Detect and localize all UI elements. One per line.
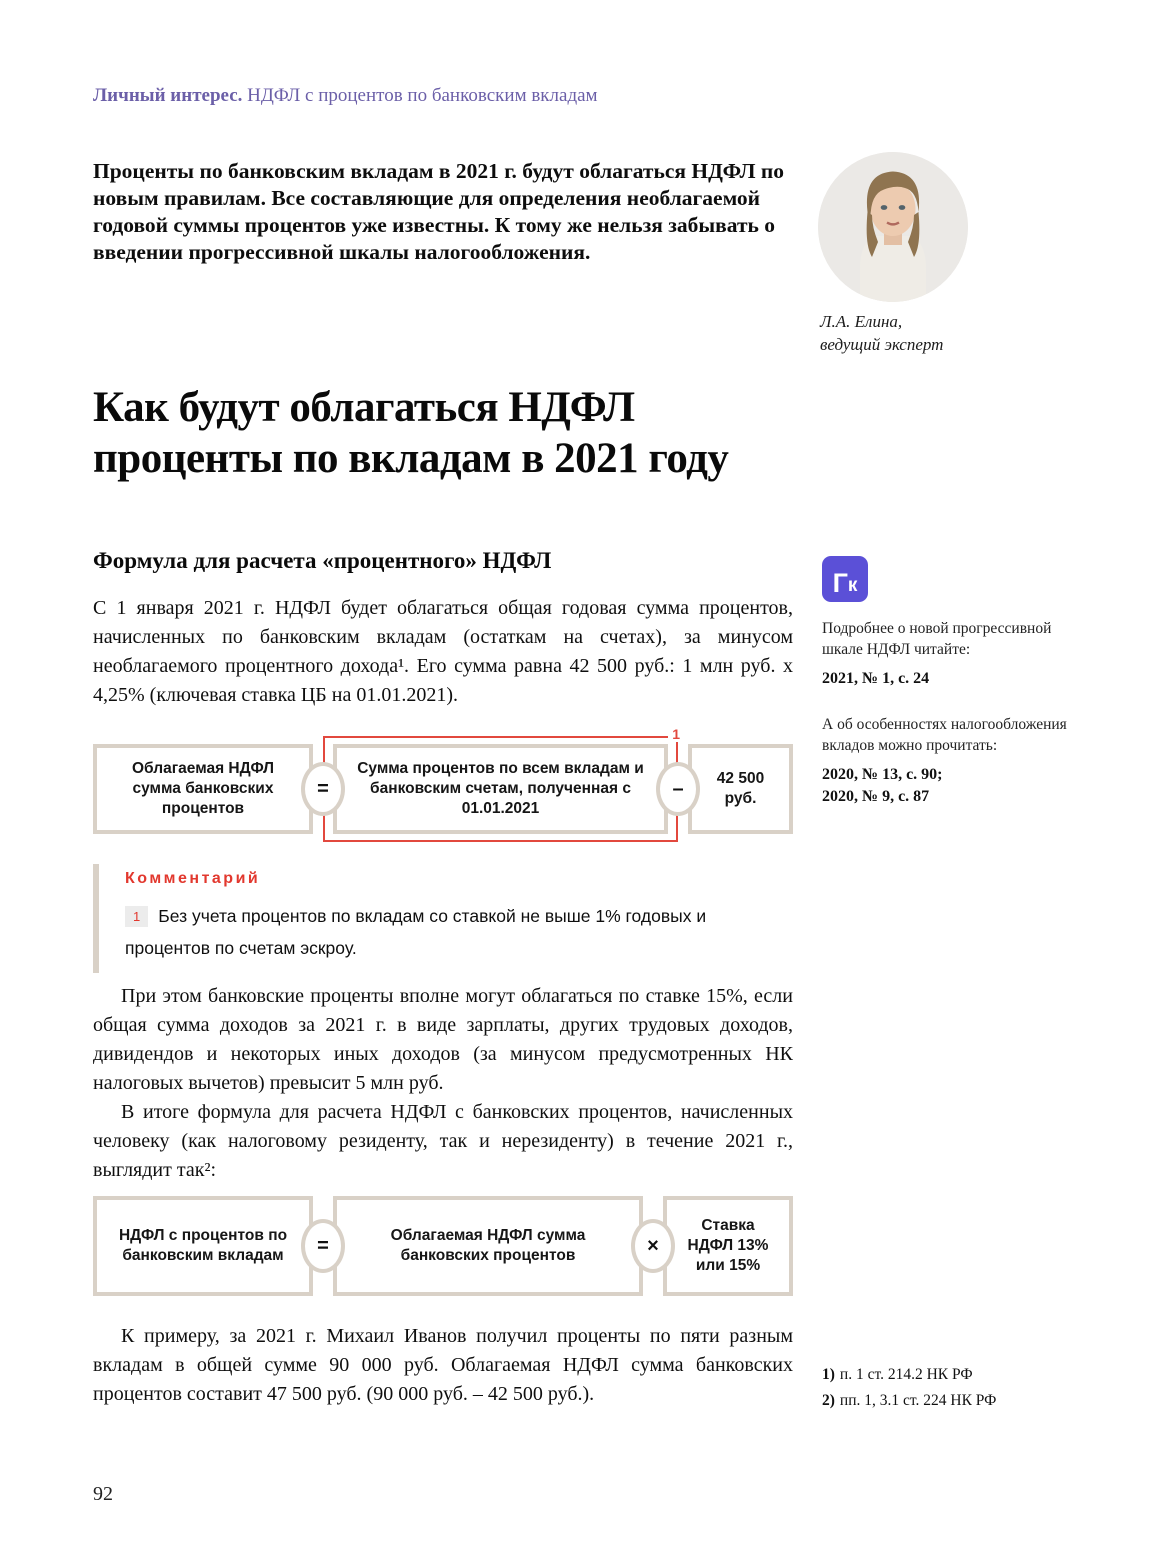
formula2-base-box: Облагаемая НДФЛ сумма банковских процентов [333, 1196, 643, 1296]
logo-letter-big: Г [832, 567, 848, 598]
rubric-topic: НДФЛ с процентов по банковским вкладам [242, 85, 598, 106]
author-role: ведущий эксперт [820, 335, 944, 354]
formula1-sum-box: Сумма процентов по всем вкладам и банковским счетам, полученная с 01.01.2021 [333, 744, 668, 834]
formula-row-1 [93, 726, 793, 834]
page-number: 92 [93, 1483, 113, 1505]
minus-operator-icon: – [656, 762, 700, 816]
footnote-1 [822, 1362, 1112, 1388]
sidebar-note [822, 556, 1094, 808]
footnote-2-text: пп. 1, 3.1 ст. 224 НК РФ [839, 1392, 997, 1409]
portrait-image [818, 152, 968, 302]
sidebar-note-ref-2 [822, 764, 1094, 808]
comment-block [93, 864, 793, 973]
equals-operator-icon: = [301, 1219, 345, 1273]
formula1-deduction-box: 42 500 руб. [688, 744, 793, 834]
author-caption [820, 310, 943, 356]
formula-row-2 [93, 1196, 793, 1296]
footnote-1-number: 1) [822, 1366, 835, 1383]
article-title-line1: Как будут облагаться НДФЛ [93, 384, 635, 431]
comment-text [125, 900, 793, 965]
lead-paragraph: Проценты по банковским вкладам в 2021 г. будут облагаться НДФЛ по новым правилам. Все составляющие для определения необлагаемой годовой суммы процентов уже известны. К тому же нельзя забывать о введении прогрессивной шкалы налогообложения. [93, 159, 785, 264]
sidebar-note-text-1: Подробнее о новой прогрессивной шкале НДФЛ читайте: [822, 620, 1052, 658]
author-name: Л.А. Елина, [820, 312, 903, 331]
footnote-references [822, 1362, 1112, 1414]
formula2-result-box: НДФЛ с процентов по банковским вкладам [93, 1196, 313, 1296]
logo-letter-small: к [847, 575, 858, 596]
sidebar-ref-line2: 2020, № 9, с. 87 [822, 788, 930, 805]
footnote-callout-number: 1 [668, 726, 684, 742]
comment-body: Без учета процентов по вкладам со ставкой не выше 1% годовых и процентов по счетам эскроу. [125, 906, 707, 959]
formula1-result-box: Облагаемая НДФЛ сумма банковских процентов [93, 744, 313, 834]
body-paragraph-4: К примеру, за 2021 г. Михаил Иванов получил проценты по пяти разным вкладам в общей сумме 90 000 руб. Облагаемая НДФЛ сумма банковских процентов составит 47 500 руб. (90 000 руб. – 42 500 руб.). [93, 1325, 793, 1405]
article-title [93, 382, 833, 484]
sidebar-note-text-2: А об особенностях налогообложения вкладов можно прочитать: [822, 716, 1067, 754]
glavkniga-logo-icon [822, 556, 868, 602]
footnote-1-text: п. 1 ст. 214.2 НК РФ [839, 1366, 973, 1383]
body-paragraph-group [93, 982, 793, 1185]
equals-operator-icon: = [301, 762, 345, 816]
section-heading: Формула для расчета «процентного» НДФЛ [93, 548, 552, 573]
body-paragraph-3: В итоге формула для расчета НДФЛ с банковских процентов, начисленных человеку (как налоговому резиденту, так и нерезиденту) в течение 2021 г., выглядит так²: [93, 1101, 793, 1181]
author-photo [818, 152, 968, 302]
footnote-2-number: 2) [822, 1392, 835, 1409]
sidebar-ref-line1: 2020, № 13, с. 90; [822, 766, 943, 783]
footnote-2 [822, 1388, 1112, 1414]
body-paragraph-2: При этом банковские проценты вполне могут облагаться по ставке 15%, если общая сумма доходов за 2021 г. в виде зарплаты, других трудовых доходов, дивидендов и некоторых иных доходов (за минусом предусмотренных НК налоговых вычетов) превысит 5 млн руб. [93, 985, 793, 1094]
article-title-line2: проценты по вкладам в 2021 году [93, 435, 729, 482]
comment-heading: Комментарий [125, 870, 261, 887]
sidebar-note-ref-1: 2021, № 1, с. 24 [822, 670, 930, 687]
comment-number-badge: 1 [125, 906, 148, 927]
body-paragraph-1: С 1 января 2021 г. НДФЛ будет облагаться общая годовая сумма процентов, начисленных по банковским вкладам (остаткам на счетах), за минусом необлагаемого процентного дохода¹. Его сумма равна 42 500 руб.: 1 млн руб. х 4,25% (ключевая ставка ЦБ на 01.01.2021). [93, 597, 793, 706]
multiply-operator-icon: × [631, 1219, 675, 1273]
formula2-rate-box: Ставка НДФЛ 13% или 15% [663, 1196, 793, 1296]
header-strap [93, 85, 598, 107]
rubric-title: Личный интерес. [93, 85, 243, 106]
